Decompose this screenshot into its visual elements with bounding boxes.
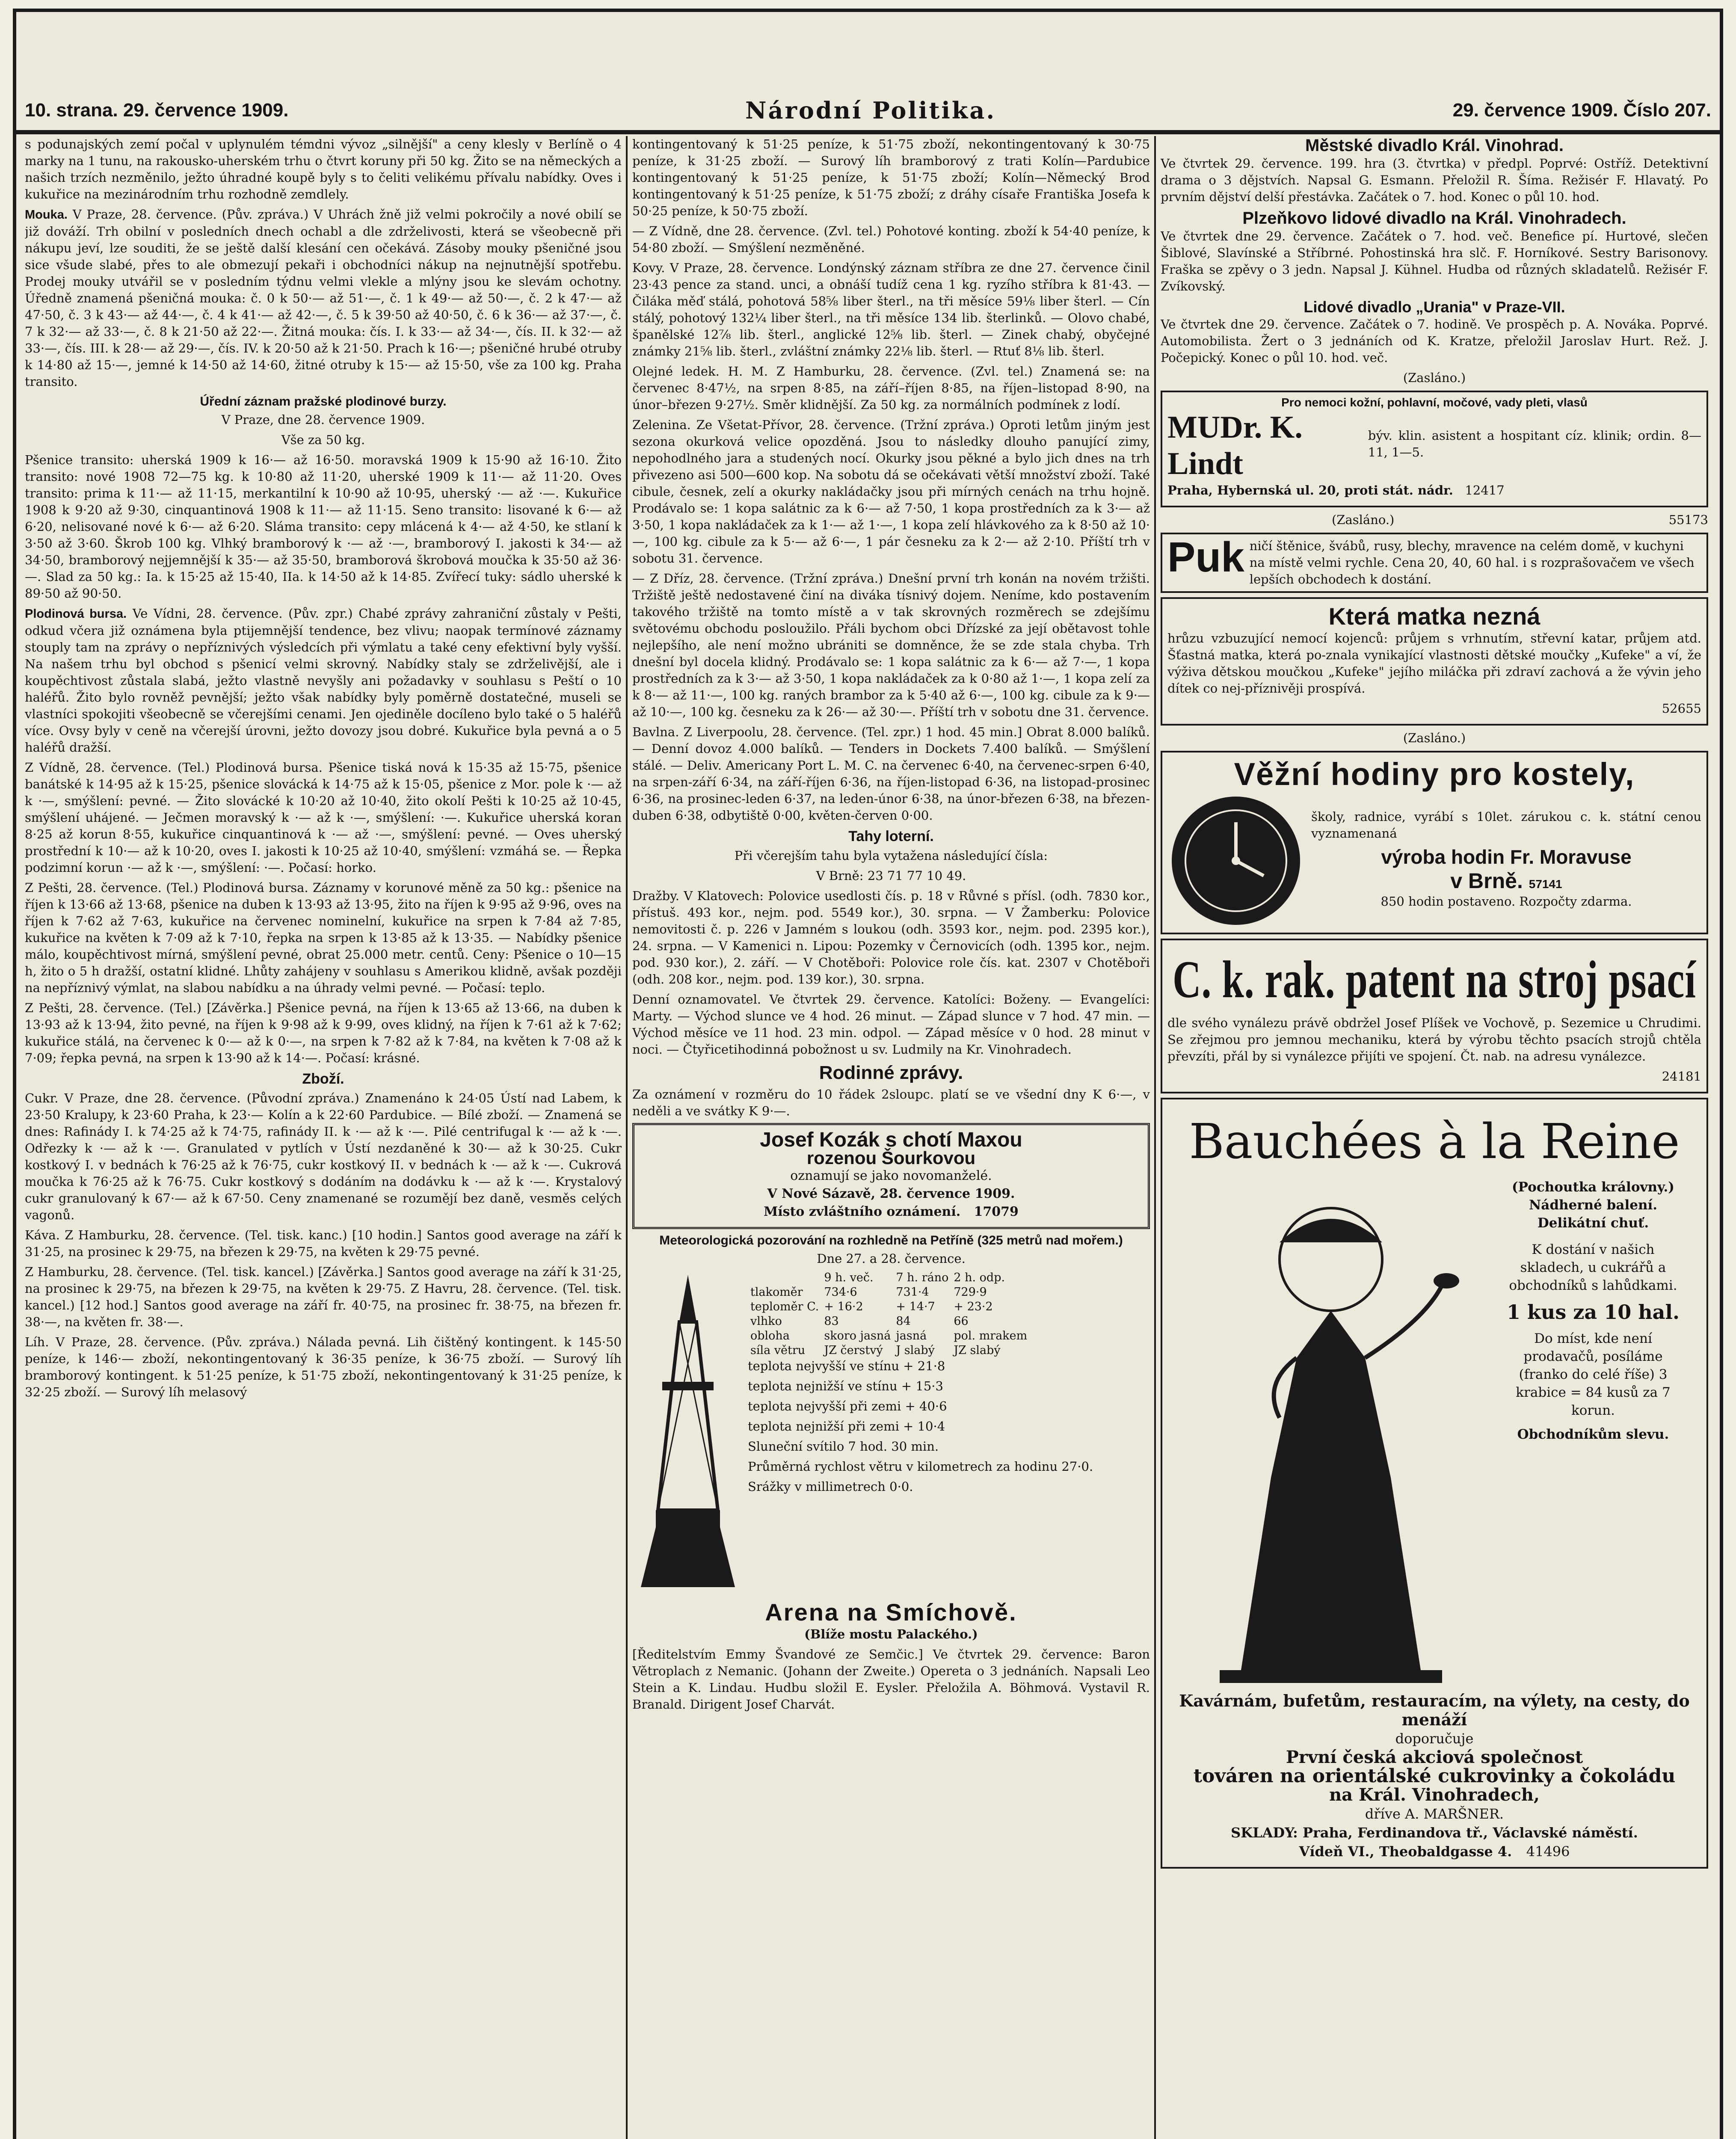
bauchees-code: 41496: [1526, 1843, 1570, 1860]
bauchees-avail: K dostání v našich skladech, u cukrářů a obchodníků s lahůdkami.: [1509, 1242, 1677, 1293]
wedding-announce: oznamují se jako novomanželé.: [790, 1168, 992, 1183]
kufeke-text: hrůzu vzbuzující nemocí kojenců: průjem s vrhnutím, střevní katar, průjem atd. Šťastná matka, která po-znala vynikající vlastnosti dětské moučky „Kufeke" a ví, že výživa dětskou moučkou „Kufeke" jejího miláčka při zdraví zachová a že vývin jeho dítek co nej-příznivěji prospívá.: [1167, 631, 1701, 696]
meteo-extra: Srážky v millimetrech 0·0.: [748, 1479, 913, 1494]
zbozi-heading: Zboží.: [302, 1071, 344, 1087]
zaslano-label: (Zasláno.): [1403, 370, 1466, 385]
lindt-desc: býv. klin. asistent a hospitant cíz. klinik; ordin. 8—11, 1—5.: [1368, 428, 1701, 459]
drizi-article: — Z Dříz, 28. července. (Tržní zpráva.) Dnešní první trh konán na novém tržišti. Tržiště ještě nedostavené činí na divákа tísnivý dojem. Neníme, kdo postavením takového tržiště na tomto místě a v tak skrovných rozměrech se zdejšímu světovému obchodu posloužilo. Přáli bychom obci Dřízské za její obětavost tohle nejlepšího, ale není možno ubrániti se domněnce, že se zde stala chyba. Trh dnešní byl docela klidný. Prodávalo se: 1 kopa salátnic za k 6·— až 7·—, 1 kopa prostředních za k 3·— až 3·50, 1 kopa nakládaček za k 0·80 až 1·—, 1 kopa zelí za k 8·— až 11·—, 100 kg. raných brambor za k 5·40 až 6·—, 100 kg. cibule za k 9·— až 10·—, 100 kg. česneku za k 26·— až 30·—. Příští trh v sobotu dne 31. července.: [632, 571, 1150, 719]
pesti2-article: Z Pešti, 28. července. (Tel.) [Závěrka.] Pšenice pevná, na říjen k 13·65 až 13·66, na duben k 13·93 až k 13·94, žito pevné, na říjen k 9·98 až k 9·99, oves klidný, na říjen k 7·61 až k 7·62; kukuřice stálá, na červenec k 0·— až k 0·—, na srpen k 7·82 až k 7·84, na květen k 7·08 až k 7·09; řepka pevná, na srpen k 13·90 až k 14·—. Počasí: krásné.: [25, 1001, 622, 1065]
meteo-header-row: [748, 1271, 1030, 1285]
meteo-val: JZ slabý: [954, 1344, 1001, 1357]
bauchees-company2: továren na orientálské cukrovinky a čokoládu: [1193, 1765, 1676, 1787]
bauchees-pack2: Delikátní chuť.: [1537, 1215, 1649, 1231]
petrin-tower-illustration: [632, 1271, 744, 1596]
column-divider: [1154, 136, 1156, 2139]
meteo-val: 84: [896, 1315, 911, 1328]
meteo-val: 729·9: [954, 1286, 987, 1299]
urední-heading: Úřední záznam pražské plodinové burzy.: [200, 394, 447, 409]
meteo-extra: teplota nejnižší ve stínu + 15·3: [748, 1379, 943, 1393]
meteo-label: teploměr C.: [750, 1300, 819, 1313]
meteo-col: 9 h. več.: [824, 1271, 874, 1284]
meteo-label: tlakoměr: [750, 1286, 803, 1299]
burza-text: Ve Vídni, 28. července. (Pův. zpr.) Chabé zprávy zahraniční zůstaly v Pešti, odkud včera již oznámena byla ptijemnější tendence, bez vlivu; naopak termínové záznamy stouply tam na zprávy o nepříznivých výsledcích při výmlatu a také ceny efektivní byly vyšší. Na našem trhu byl obchod s pšenicí velmi skrovný. Nabídky staly se zdrželivější, ale i koupěchtivost zůstala slabá, ježto vlastně nevyšly ani požadavky v souhlasu s Peští o 10 haléřů. Žito bylo rovněž pevnější; ježto však nabídky byly poměrně dostatečné, museli se vlastníci spokojiti všeobecně se včerejšími cenami. Jen ojediněle docíleno bylo také o 5 haléřů více. Ovsy byly v ceně na včerejší úrovni, ježto dovozy jsou dobré. Kukuřice byla pevná a o 5 haléřů dražší.: [25, 606, 622, 755]
bauchees-stores: SKLADY: Praha, Ferdinandova tř., Václavské náměstí.: [1231, 1825, 1638, 1841]
cukr-article: Cukr. V Praze, dne 28. července. (Původní zpráva.) Znamenáno k 24·05 Ústí nad Labem, k 23·50 Kralupy, k 23·60 Praha, k 23·— Kolín a k 22·60 Pardubice. — Bílé zboží. — Znamená se dnes: Rafinády I. k 74·25 až k 74·75, rafinády II. k ·— až k ·—. Pilé centrifugal k ·— až k ·—. Odřezky k ·— až k ·—. Granulated v pytlích v Ústí nezdaněné k 30·— až k 30·25. Cukr kostkový I. v bednách k 76·25 až k 76·75, cukr kostkový II. v bednách k ·— až k ·—. Cukrová moučka k 76·25 až k 76·75. Cukr kostkový s dodáním na dodávku k ·— až k ·—. Krystalový cukr granulovaný k 67·— až k 67·50. Ceny znamenané se rozumějí bez daně, vesměs celých vagonů.: [25, 1091, 622, 1222]
bauchees-sub: (Pochoutka královny.): [1512, 1179, 1674, 1195]
vinohrady-theatre-title: Městské divadlo Král. Vinohrad.: [1305, 136, 1564, 155]
plzen-theatre-title: Plzeňkovo lidové divadlo na Král. Vinohradech.: [1242, 209, 1626, 228]
vezni-firm: výroba hodin Fr. Moravuse: [1381, 845, 1632, 868]
bauchees-text-block: [1501, 1178, 1685, 1692]
lindt-row: [1167, 409, 1701, 482]
burza-lead: Plodinová bursa.: [25, 607, 127, 621]
header-right: 29. července 1909. Číslo 207.: [1452, 100, 1711, 121]
kovy-article: Kovy. V Praze, 28. července. Londýnský záznam stříbra ze dne 27. července činil 23·43 pence za stand. unci, a obnáší tudíž cena 1 kg. ryzího stříbra k 81·43. — Čiláka měď stálá, pohotová 58⅝ liber šterl., na tři měsíce 59⅛ liber šterl. — Cín stálý, pohotový 132¼ liber šterl., na tři měsíce 134 lib. šterlinků. — Olovo chabé, španělské 12⅞ lib. šterl., anglické 12⅝ lib. šterl. — Zinek chabý, obyčejné známky 21⅝ lib. šterl., zvláštní známky 22⅛ lib. šterl. — Rtuť 8⅛ lib. šterl.: [632, 261, 1150, 358]
bauchees-company1: První česká akciová společnost: [1286, 1747, 1583, 1767]
puk-text: ničí štěnice, švábů, rusy, blechy, mravence na celém domě, v kuchyni na místě velmi rychle. Cena 20, 40, 60 hal. i s rozprašovačem ve všech lepších obchodech k dostání.: [1249, 539, 1695, 587]
meteo-val: + 23·2: [954, 1300, 993, 1313]
patent-text: dle svého vynálezu právě obdržel Josef Plíšek ve Vochově, p. Sezemice u Chrudimi. Se zřejmou pro jemnou mechaniku, která by výrobu těchto psacích strojů chtěla převzíti, přál by si vynálezce přijíti ve spojení. Čt. nab. na adresu vynálezce.: [1167, 1016, 1701, 1064]
zelenina-article: Zelenina. Ze Všetat-Přívor, 28. července. (Tržní zpráva.) Oproti letům jiným jest sezona okurková velice opozděná. Jsou to následky dlouho panující zimy, nepohodlného jara a studených nocí. Okurky jsou pěkné a bylo jich dnes na trh přivezeno asi 500—600 kop. Na sobotu dá se očekávati větší množství zboží. Také cibule, česnek, zelí a okurky nakládačky jsou při mírných cenách na trhu hojně. Prodávalo se: 1 kopa salátnic za k 6·— až 7·50, 1 kopa prostředních za k 3·— až 3·50, 1 kopa nakládaček za k 1·— až 1·—, 1 kopa zelí hlávkového za k 8·50 až 10·—, 100 kg. cibule za k 5·— až 6·—, 1 pár česneku za k 2·— až 2·10. Příští trh v sobotu 31. července.: [632, 418, 1150, 566]
lindt-name: MUDr. K. Lindt: [1167, 410, 1303, 481]
burza-article: [25, 605, 622, 756]
vidna-article: Z Vídně, 28. července. (Tel.) Plodinová bursa. Pšenice tiská nová k 15·35 až 15·75, pšenice banátské k 14·95 až k 15·25, pšenice slovácká k 14·75 až k 15·05, pšenice z Mor. pole k ·— až k ·—, smýšlení: pevné. — Žito slovácké k 10·20 až 10·40, žito okolí Pešti k 10·25 až 10·45, smýšlení uhájené. — Ječmen moravský k ·— až k ·—, smýšlení: ·—. Kukuřice uherská koran 8·25 až korun 8·55, kukuřice cinquantinová k ·— až ·—, smýšlení: pevné. — Oves uherský prostřední k 10·— až k 10·20, oves I. jakosti k 10·25 až 10·40, smýšlení: vzmáhá se. — Řepka podzimní korun ·— až k ·—, smýšlení: ·—. Počasí: horko.: [25, 760, 622, 875]
vezni-title: Věžní hodiny pro kostely,: [1234, 756, 1635, 792]
bauchees-title: Bauchées à la Reine: [1189, 1114, 1680, 1170]
header-left: 10. strana. 29. července 1909.: [25, 100, 289, 121]
lih-continued: kontingentovaný k 51·25 peníze, k 51·75 zboží, nekontingentovaný k 30·75 peníze, k 31·25 zboží. — Surový líh bramborový z trati Kolín—Pardubice kontingentovaný k 51·25 peníze, k 51·75 zboží; Kolín—Německý Brod kontingentovaný k 51·25 peníze, k 51·75 zboží; z dráhy císaře Františka Josefa k 50·25 peníze, k 50·75 zboží.: [632, 137, 1150, 218]
lindt-address-row: [1167, 482, 1701, 499]
bauchees-recommend: doporučuje: [1395, 1730, 1474, 1747]
lindt-address: Praha, Hybernská ul. 20, proti stát. nádr.: [1167, 483, 1453, 498]
column-1: [25, 136, 622, 2139]
meteo-dates: Dne 27. a 28. července.: [817, 1251, 966, 1266]
bauchees-company3: na Král. Vinohradech,: [1329, 1785, 1540, 1805]
meteo-val: J slabý: [896, 1344, 935, 1357]
meteo-col: 2 h. odp.: [954, 1271, 1005, 1284]
arena-text: [Ředitelstvím Emmy Švandové ze Semčic.] Ve čtvrtek 29. července: Baron Větroplach z Nemanic. (Johann der Zweite.) Opereta o 3 jednáních. Napsali Leo Stein a K. Lindau. Hudbu složil E. Eysler. Přeložila A. Böhmová. Vystavil R. Branald. Dirigent Josef Charvát.: [632, 1647, 1150, 1712]
bavlna-article: Bavlna. Z Liverpoolu, 28. července. (Tel. zpr.) 1 hod. 45 min.] Obrat 8.000 balíků. — Denní dovoz 4.000 balíků. — Tenders in Dockets 7.400 balíků. — Smýšlení stálé. — Deliv. Americany Port L. M. C. na červenec 6·40, na červenec-srpen 6·40, na srpen-září 6·34, na září-říjen 6·36, na říjen-listopad 6·36, na listopad-prosinec 6·36, na prosinec-leden 6·37, na leden-únor 6·38, na únor-březen 6·38, na březen-duben 6·38, odbytiště 0·00, květen-červen 0·00.: [632, 725, 1150, 823]
article-paragraph: s podunajských zemí počal v uplynulém témdni vývoz „silnější" a ceny klesly v Berlíně o 4 marky na 1 tunu, na rakousko-uherském trhu o čtvrt koruny při 50 kg. Žito se na německých a našich trzích nezměnilo, ježto úhradné koupě byly s to čeliti velikému přívalu nabídky. Oves i kukuřice na mezinárodním trhu rozhodně zemdlely.: [25, 137, 622, 201]
meteo-extra: teplota nejvyšší při zemi + 40·6: [748, 1399, 947, 1413]
urední-text: Pšenice transito: uherská 1909 k 16·— až 16·50. moravská 1909 k 15·90 až 16·10. Žito transito: nové 1908 72—75 kg. k 10·80 až 11·20, uherské 1909 k 11·— až 11·20. Oves transito: prima k 11·— až 11·15, merkantilní k 10·90 až 10·95, uherský ·— až ·—. Kukuřice 1908 k 9·20 až 9·30, cinquantinová 1908 k 11·— až 11·15. Seno transito: lisované k 6·— až 6·20, nelisované nové k 6·— až 6·20. Sláma transito: cepy mlácená k 4·— až 4·50, ke stlaní k 3·50 až 3·60. Škrob 100 kg. Vlhký bramborový k ·— až ·—, bramborový I. jakosti k 34·— až 34·50, bramborový nejjemnější k 35·— až 35·50, bramborová škrobová moučka k 35·50 až 36·—. Slad za 50 kg.: Ia. k 15·25 až 15·40, IIa. k 14·50 až k 14·85. Zvířecí tuky: sádlo uherské k 89·50 až 90·50.: [25, 453, 622, 601]
meteo-col: 7 h. ráno: [896, 1271, 949, 1284]
patent-title: C. k. rak. patent na stroj psací: [1173, 950, 1696, 1009]
lindt-code: 12417: [1465, 483, 1505, 498]
meteo-val: jasná: [896, 1329, 927, 1342]
kufeke-code: 52655: [1662, 701, 1701, 716]
header-rule: [16, 130, 1720, 134]
pesti-article: Z Pešti, 28. července. (Tel.) Plodinová bursa. Záznamy v korunové měně za 50 kg.: pšenice na říjen k 13·66 až 13·68, pšenice na duben k 13·93 až 13·95, žito na říjen k 9·95 až 9·96, oves na říjen k 7·62 až 7·63, kukuřice na červenec nominelní, kukuřice na srpen k 7·84 až 7·85, kukuřice na květen k 7·09 až k 7·10, řepka na srpen k 13·85 až k 13·35. — Nabídky pšenice málo, koupěchtivost mírná, smýšlení pevné, obrat 25.000 metr. centů. Ceny: Pšenice o 10—15 h, žito o 5 h dražší, ostatní klidné. Lhůty zahájeny v souhlasu s Amerikou klidně, avšak později na nepříznivý výmlat, na slabou nabídku a na úhrady velmi pevné. — Počasí: teplo.: [25, 880, 622, 995]
meteo-label: síla větru: [750, 1344, 806, 1357]
bauchees-vienna-row: [1168, 1842, 1700, 1861]
rodinne-heading: Rodinné zprávy.: [819, 1062, 963, 1083]
newspaper-page: [13, 9, 1723, 2139]
puk-ad: [1161, 533, 1708, 593]
bauchees-shops: Obchodníkům slevu.: [1517, 1427, 1669, 1442]
vezni-text: školy, radnice, vyrábí s 10let. zárukou c. k. státní cenou vyznamenaná: [1311, 809, 1701, 841]
meteo-val: pol. mrakem: [954, 1329, 1028, 1342]
vezni-hodiny-ad: [1161, 751, 1708, 934]
meteo-heading: Meteorologická pozorování na rozhledně na Petříně (325 metrů nad mořem.): [659, 1233, 1123, 1247]
plzen-theatre-text: Ve čtvrtek dne 29. července. Začátek o 7. hod. več. Benefice pí. Hurtové, slečen Šiblové, Slavínské a Stříbrné. Pohostinská hra slč. F. Horníkové. Sestry Barisonovy. Fraška se zpěvy o 3 jedn. Napsal J. Kühnel. Hudba od různých skladatelů. Režisér F. Zvíkovský.: [1161, 229, 1708, 293]
meteo-table: [748, 1271, 1030, 1358]
zaslano-label: (Zasláno.): [1403, 731, 1466, 745]
mouka-article: [25, 206, 622, 390]
puk-code: 55173: [1668, 513, 1708, 527]
bauchees-footer: [1168, 1692, 1700, 1861]
bauchees-cafes: Kavárnám, bufetům, restauracím, na výlety, na cesty, do menáží: [1179, 1691, 1690, 1729]
urania-theatre-title: Lidové divadlo „Urania" v Praze-VII.: [1303, 298, 1565, 316]
vinohrady-theatre-text: Ve čtvrtek 29. července. 199. hra (3. čtvrtka) v předpl. Poprvé: Ostříž. Detektivní drama o 3 dějstvích. Napsal G. Esmann. Přeložil R. Šíma. Režisér F. Hlavatý. Po prvním dějství delší přestávka. Začátek o 7. hod. Konec o půl 10. hod.: [1161, 156, 1708, 204]
mouka-lead: Mouka.: [25, 208, 68, 222]
vezni-city: v Brně.: [1450, 868, 1523, 893]
meteo-row: [748, 1300, 1030, 1314]
meteo-val: 734·6: [824, 1286, 857, 1299]
bauchees-body: [1168, 1178, 1700, 1692]
patent-ad: [1161, 939, 1708, 1093]
urania-theatre-text: Ve čtvrtek dne 29. července. Začátek o 7. hodině. Ve prospěch p. A. Nováka. Poprvé. Automobilista. Žert o 3 jednáních od K. Kratze, přeložil Jaroslav Hurt. Rež. J. Počepický. Konec o půl 10. hod. več.: [1161, 317, 1708, 365]
kufeke-ad: [1161, 597, 1708, 726]
bauchees-vienna: Vídeň VI., Theobaldgasse 4.: [1299, 1843, 1512, 1860]
meteo-val: + 14·7: [896, 1300, 935, 1313]
meteo-extra: teplota nejnižší při zemi + 10·4: [748, 1419, 945, 1434]
wedding-code: 17079: [974, 1204, 1019, 1219]
zaslano-label: (Zasláno.): [1332, 513, 1395, 527]
bauchees-former: dříve A. MARŠNER.: [1365, 1806, 1504, 1822]
vezni-built: 850 hodin postaveno. Rozpočty zdarma.: [1381, 894, 1632, 909]
tahy-text: Při včerejším tahu byla vytažena následující čísla:: [734, 848, 1048, 863]
patent-code: 24181: [1662, 1069, 1701, 1084]
lady-illustration: [1168, 1178, 1493, 1692]
meteo-val: 66: [954, 1315, 969, 1328]
mouka-text: V Praze, 28. července. (Pův. zpráva.) V Uhrách žně již velmi pokročily a nové obilí se již dováží. Trh obilní v posledních dnech ochabl a dle zdrželivosti, která se všeobecně při nákupu jeví, lze souditi, že se ještě další klesání cen očekává. Zásoby mouky pšeničné jsou sice všude slabé, přes to ale obmezují pekaři i obchodníci nákup na nejnutnější spotřebu. Prodej mouky utvářil se v posledním týdnu velmi vlekle a mlýny jsou ke slevám ochotny. Úředně znamená pšeničná mouka: č. 0 k 50·— až 51·—, č. 1 k 49·— až 50·—, č. 2 k 47·— až 47·50, č. 3 k 43·— až 44·—, č. 4 k 41·— až 42·—, č. 5 k 39·50 až 40·50, č. 6 k 36·— až 37·—, č. 7 k 32·— až 33·—, č. 8 k 21·50 až 22·—. Žitná mouka: čís. I. k 33·— až 34·—, čís. II. k 32·— až 33·—, čís. III. k 28·— až 29·—, čís. IV. k 20·50 až k 21·50. Prach k 16·—; pšeničné hrubé otruby k 14·80 až 15·—, jemné k 14·50 až 14·60, žitné otruby k 15·— až 15·50, vše za 100 kg. Praha transito.: [25, 207, 622, 389]
arena-title: Arena na Smíchově.: [765, 1599, 1017, 1626]
drazby-article: Dražby. V Klatovech: Polovice usedlosti čís. p. 18 v Růvné s přísl. (odh. 7830 kor., přístuš. 493 kor., nejm. pod. 5549 kor.), 30. srpna. — V Žamberku: Polovice nemovitosti č. p. 226 v Jamném s loukou (odh. 3593 kor., nejm. pod. 2395 kor.), 24. srpna. — V Kamenici n. Lipou: Pozemky v Černovicích (odh. 1395 kor., nejm. pod. 930 kor.), 2. září. — V Chotěboři: Polovice role čís. kat. 2307 v Chotěboři (odh. 208 kor., nejm. pod. 139 kor.), 30. srpna.: [632, 889, 1150, 987]
kava-article: Káva. Z Hamburku, 28. července. (Tel. tisk. kanc.) [10 hodin.] Santos good average na září k 31·25, na prosinec k 29·75, na březen k 29·75, na květen k 29·75 pevné.: [25, 1228, 622, 1259]
vezni-city-row: [1311, 868, 1701, 893]
arena-sub: (Blíže mostu Palackého.): [804, 1627, 978, 1641]
meteo-val: skoro jasná: [824, 1329, 891, 1342]
meteo-row: [748, 1285, 1030, 1300]
rodinne-text: Za oznámení v rozměru do 10 řádek 2sloupc. platí se ve všední dny K 6·—, v neděli a ve svátky K 9·—.: [632, 1087, 1150, 1118]
meteo-row: [748, 1343, 1030, 1358]
wedding-maiden: rozenou Šourkovou: [806, 1148, 976, 1168]
column-divider: [626, 136, 628, 2139]
meteo-val: + 16·2: [824, 1300, 863, 1313]
meteo-label: obloha: [750, 1329, 790, 1342]
lih-article: Líh. V Praze, 28. července. (Pův. zpráva.) Nálada pevná. Lih čištěný kontingent. k 145·50 peníze, k 146·— zboží, nekontingentovaný k 36·35 peníze, k 36·75 zboží. — Surový líh bramborový kontingent. k 51·25 peníze, k 51·75 zboží, nekontingentovaný k 31·25 peníze, k 32·25 zboží. — Surový líh melasový: [25, 1335, 622, 1399]
meteo-extra: Sluneční svítilo 7 hod. 30 min.: [748, 1439, 939, 1454]
tahy-heading: Tahy loterní.: [848, 828, 934, 844]
meteo-data: [748, 1271, 1093, 1596]
wedding-names: Josef Kozák s chotí Maxou: [760, 1129, 1022, 1151]
lindt-top: Pro nemoci kožní, pohlavní, močové, vady pleti, vlasů: [1281, 396, 1588, 409]
urední-unit: Vše za 50 kg.: [281, 433, 365, 447]
meteo-val: 731·4: [896, 1286, 929, 1299]
kufeke-title: Která matka nezná: [1328, 603, 1540, 630]
lih-vienna: — Z Vídně, dne 28. července. (Zvl. tel.) Pohotové konting. zboží k 54·40 peníze, k 54·80 zboží. — Smýšlení nezměněné.: [632, 224, 1150, 255]
oleje-article: Olejné ledek. H. M. Z Hamburku, 28. července. (Zvl. tel.) Znamená se: na červenec 8·47½, na srpen 8·85, na září–říjen 8·85, na říjen–listopad 8·90, na únor–březen 9·27½. Směr klidnější. Za 50 kg. za normálních podmínek z lodí.: [632, 364, 1150, 412]
urední-date: V Praze, dne 28. července 1909.: [221, 412, 425, 427]
bauchees-ad: [1161, 1098, 1708, 1869]
meteo-row: [748, 1314, 1030, 1329]
column-3: [1161, 136, 1708, 2139]
lindt-ad: [1161, 391, 1708, 507]
tahy-numbers: V Brně: 23 71 77 10 49.: [816, 868, 966, 883]
vezni-code: 57141: [1529, 877, 1562, 891]
meteo-row: [748, 1329, 1030, 1343]
kava2-article: Z Hamburku, 28. července. (Tel. tisk. kancel.) [Závěrka.] Santos good average na září k 31·25, na prosinec k 29·75, na březen k 29·75, na květen k 29·75. Z Havru, 28. července. (Tel. tisk. kancel.) [12 hod.] Santos good average na září fr. 40·75, na prosinec fr. 38·75, na březen fr. 38·—, na květen fr. 38·—.: [25, 1265, 622, 1329]
meteo-val: JZ čerstvý: [824, 1344, 883, 1357]
bauchees-where: Do míst, kde není prodavačů, posíláme (franko do celé říše) 3 krabice = 84 kusů za 7 korun.: [1516, 1331, 1671, 1418]
bauchees-price: 1 kus za 10 hal.: [1507, 1301, 1680, 1324]
meteo-label: vlhko: [750, 1315, 782, 1328]
wedding-note: [640, 1203, 1142, 1221]
vezni-body: [1167, 792, 1701, 929]
puk-brand: Puk: [1167, 533, 1244, 581]
meteo-val: 83: [824, 1315, 839, 1328]
column-2: [632, 136, 1150, 2139]
masthead-title: Národní Politika.: [745, 97, 996, 124]
meteo-block: [632, 1271, 1150, 1596]
page-header: [25, 93, 1711, 127]
meteo-extra: Průměrná rychlost větru v kilometrech za hodinu 27·0.: [748, 1459, 1093, 1474]
denni-article: Denní oznamovatel. Ve čtvrtek 29. července. Katolíci: Boženy. — Evangelíci: Marty. — Východ slunce ve 4 hod. 26 minut. — Západ slunce v 7 hod. 47 min. — Východ měsíce ve 11 hod. 23 min. odpol. — Západ měsíce v 0 hod. 28 minut v noci. — Čtyřicetihodinná pobožnost u sv. Ludmily na Kr. Vinohradech.: [632, 992, 1150, 1057]
clock-icon: [1167, 792, 1304, 929]
bauchees-pack1: Nádherné balení.: [1529, 1197, 1658, 1213]
wedding-place: V Nové Sázavě, 28. července 1909.: [767, 1186, 1015, 1201]
meteo-extra: teplota nejvyšší ve stínu + 21·8: [748, 1359, 945, 1373]
vezni-text-block: [1311, 809, 1701, 913]
wedding-announcement: [632, 1123, 1150, 1229]
zaslano-row: [1161, 512, 1708, 528]
wedding-note-text: Místo zvláštního oznámení.: [764, 1204, 961, 1219]
